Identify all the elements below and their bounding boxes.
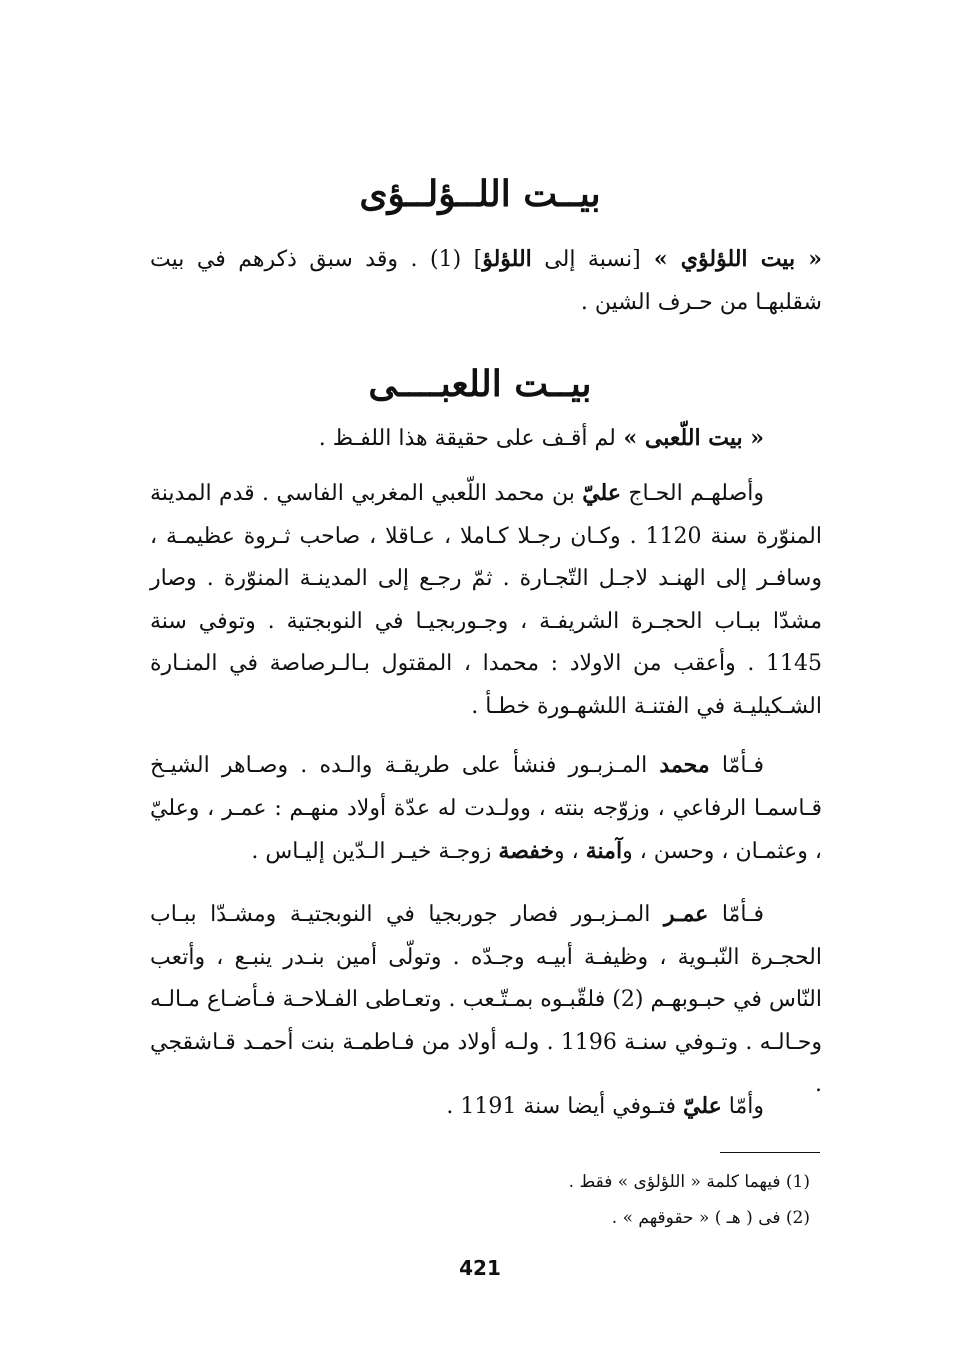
bold-name: عليّ <box>683 1093 722 1119</box>
bold-name: « بيت اللؤلؤي » <box>640 246 822 272</box>
text-run: زوجـة خيـر الـدّين إليـاس . <box>251 839 499 864</box>
text-run: ، و <box>554 839 586 864</box>
bold-name: آمنة <box>585 838 623 864</box>
text-run: وأمّا <box>721 1094 764 1119</box>
bold-name: عليّ <box>582 480 621 506</box>
text-run: المـزبـور فصار جوربجيا في النوبجتيـة ومشـدّا ببـاب الحجـرة النّبـوية ، وظيفـة أبيـه وجـدّه . وتولّى أمين بنـدر ينبـع ، وأتعب النّاس في حبـوبهـم (2) فلقّبـوه بمـتّـعب . وتعـاطى الفـلاحـة فـأضـاع مـالـه وحـالـه . وتـوفي سنـة 1196 . ولـه أولاد من فـاطمـة بنت أحمـد قـاشقجي . <box>150 902 822 1097</box>
text-run: فـأمّا <box>709 753 764 778</box>
text-run: المـزبـور فنشأ على طريقـة والـده . وصـاهر الشيـخ قـاسمـا الرفاعي ، وزوّجه بنته ، وولـدت له عدّة أولاد منهـم : عمـر ، وعليّ ، وعثمـان ، وحسن ، و <box>150 753 822 864</box>
paragraph-ali-son <box>150 1085 822 1129</box>
bold-name: « بيت اللّعبى » <box>615 425 764 451</box>
footnote-divider <box>720 1152 820 1153</box>
text-run: وأصلهـم الحـاج <box>620 481 764 506</box>
text-run: ] (1) . وقد سبق ذكرهم في بيت شقلبهـا من حـرف الشين . <box>150 247 822 315</box>
page-number: 421 <box>459 1256 501 1280</box>
text-run: فـأمّا <box>708 902 764 927</box>
footnote-2: (2) فى ( هـ ) « حقوقهم » . <box>611 1208 810 1228</box>
section-title-laabi: بيــت اللعبــــى <box>368 363 592 405</box>
bold-name: اللؤلؤ <box>482 246 532 272</box>
paragraph-laabi-intro <box>150 417 822 461</box>
paragraph-muhammad <box>150 744 822 874</box>
text-run: فتـوفي أيضا سنة 1191 . <box>446 1094 684 1119</box>
paragraph-ali-origin <box>150 472 822 728</box>
footnote-1: (1) فيهما كلمة « اللؤلؤى » فقط . <box>568 1172 810 1192</box>
text-run: [نسبة إلى <box>531 247 641 272</box>
paragraph-umar <box>150 893 822 1107</box>
text-run: بن محمد اللّعبي المغربي الفاسي . قدم المدينة المنوّرة سنة 1120 . وكـان رجـلا كـاملا ، عـاقلا ، صاحب ثـروة عظيمـة ، وسافـر إلى الهنـد لاجـل التّجـارة . ثمّ رجـع إلى المدينـة المنوّرة . وصار مشدّا ببـاب الحجـرة الشريفـة ، وجـوربجيـا في النوبجتية . وتوفي سنة 1145 . وأعقب من الاولاد : محمدا ، المقتول بـالـرصاصة في المنـارة الشـكيليـة في الفتنـة اللشهـورة خطـأ . <box>150 481 822 719</box>
bold-name: خفصة <box>498 838 555 864</box>
paragraph-lulu-intro <box>150 238 822 324</box>
bold-name: محمد <box>659 752 710 778</box>
bold-name: عمـر <box>663 901 709 927</box>
section-title-lulu: بيــت اللــؤلــؤى <box>359 173 601 215</box>
text-run: لم أقـف على حقيقة هذا اللفـظ . <box>318 426 616 451</box>
